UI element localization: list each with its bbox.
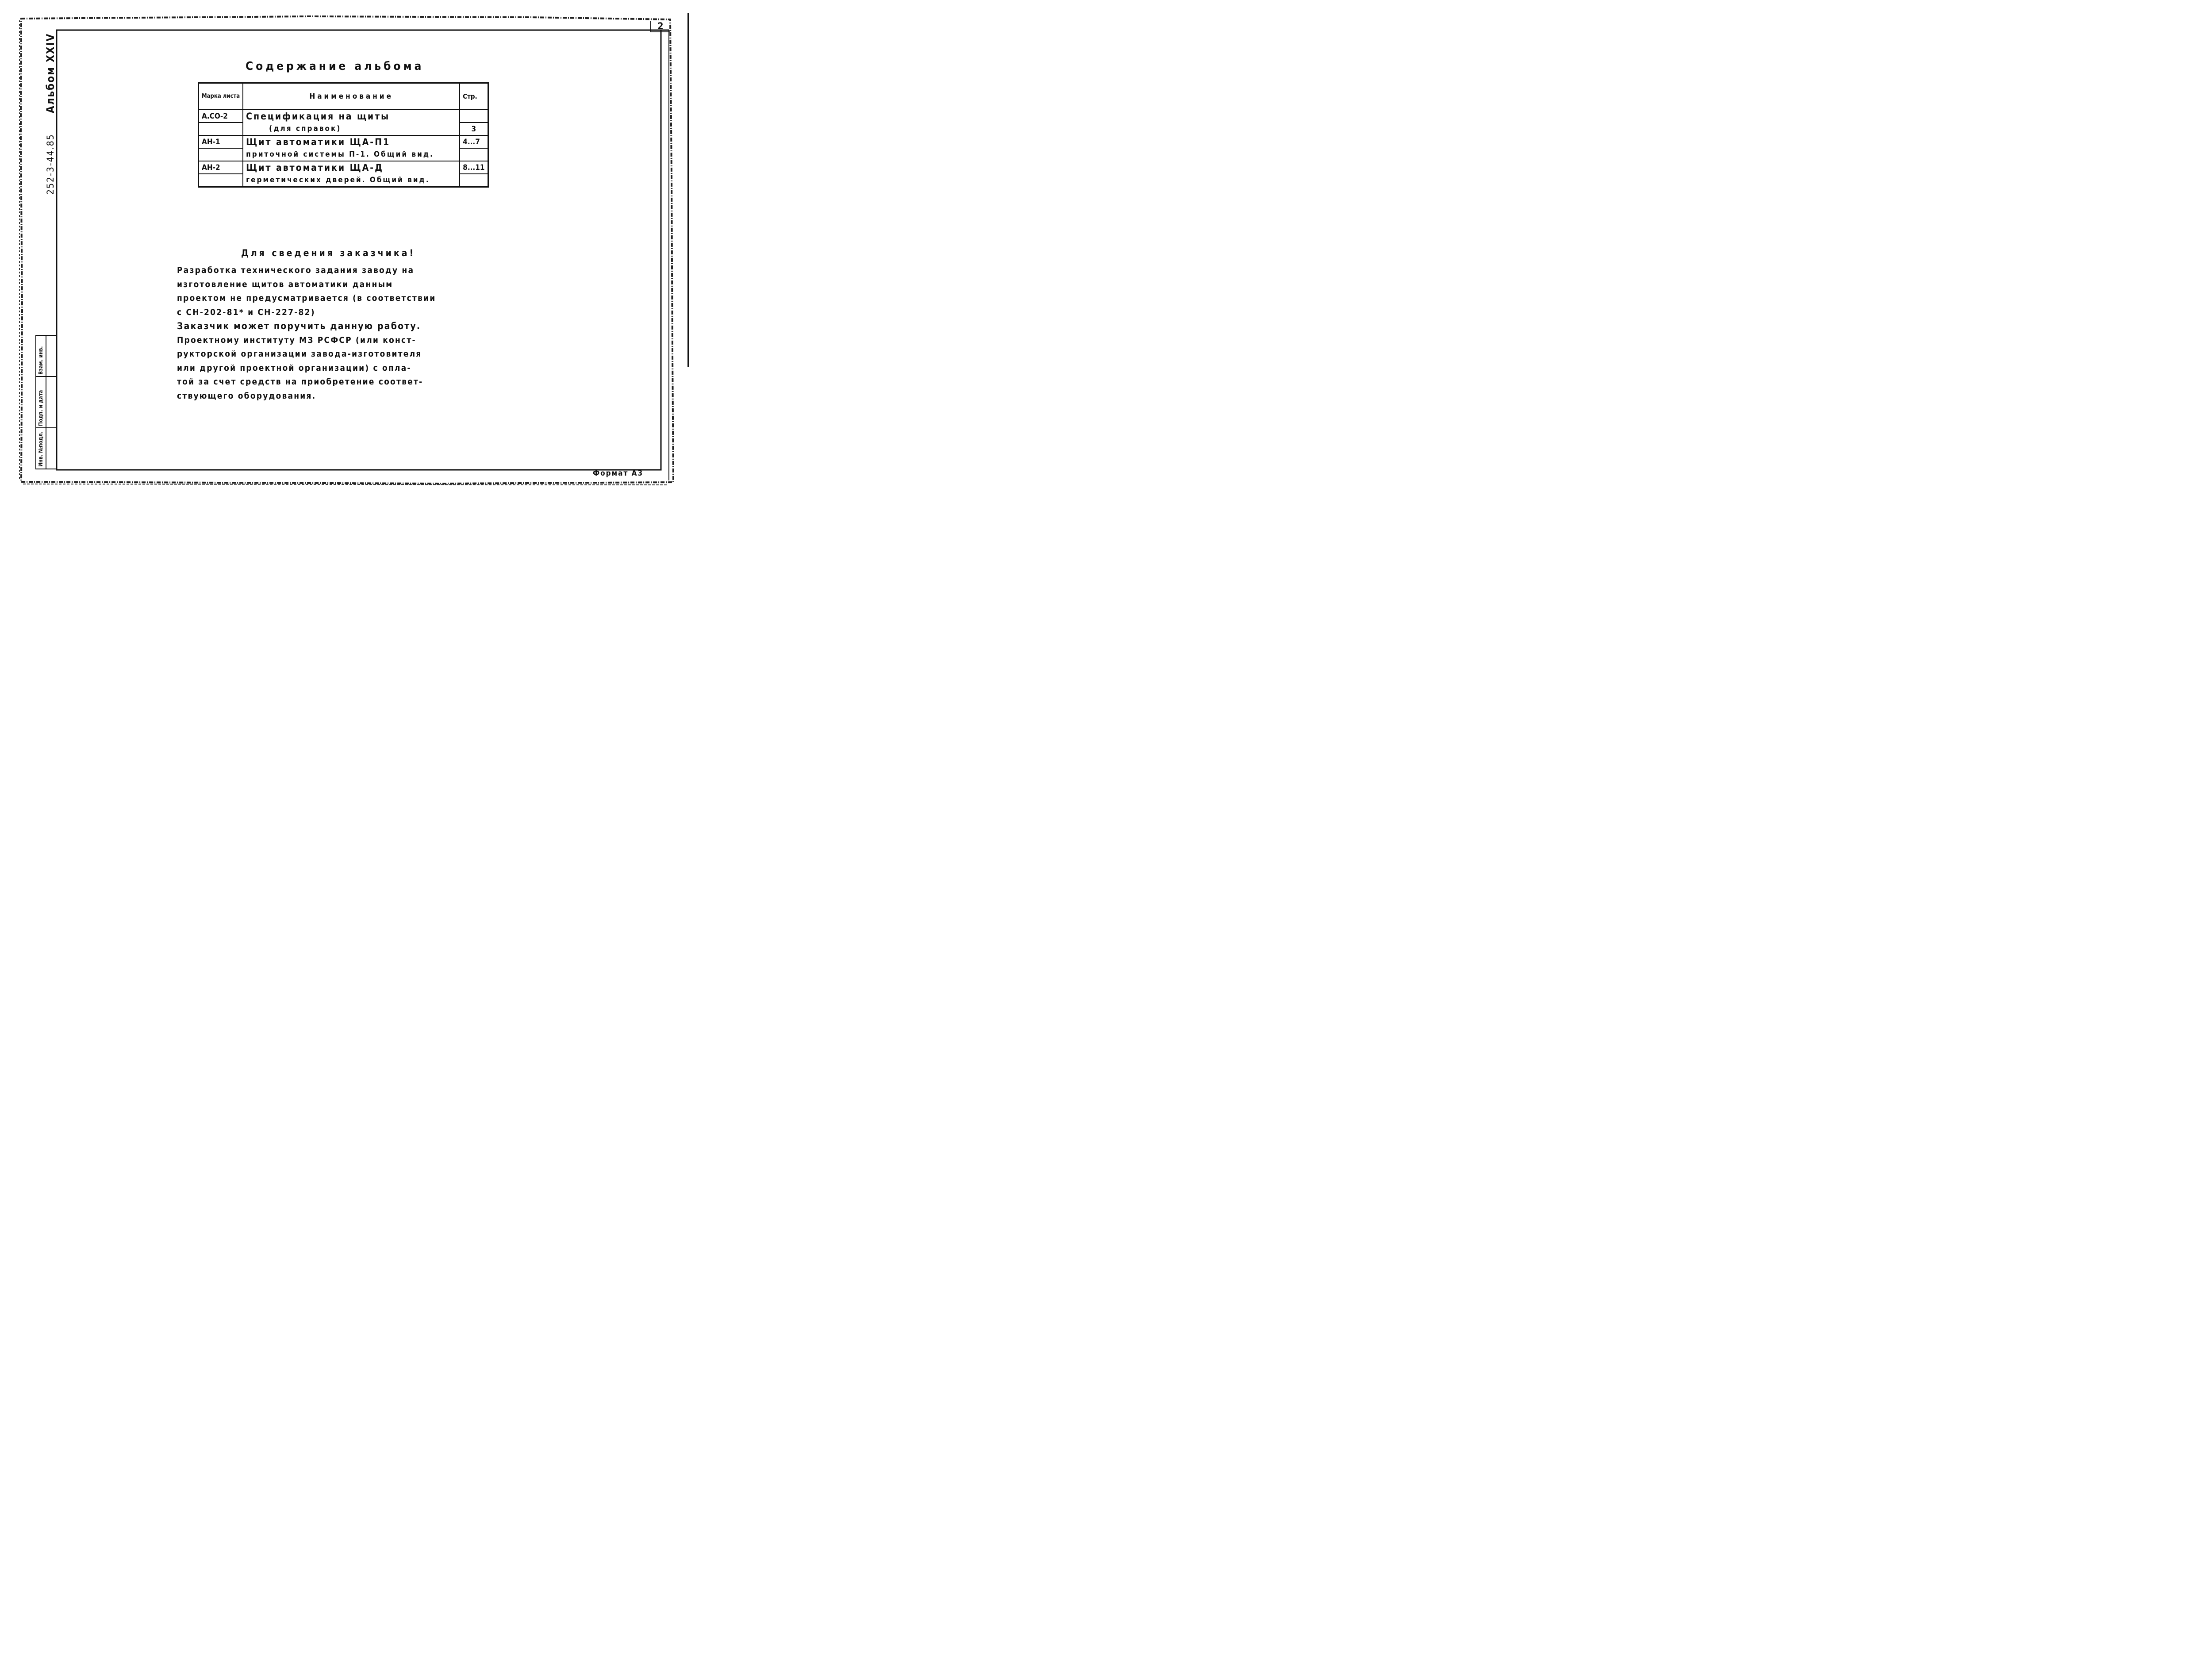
album-label: Альбом XXIV [44,33,57,113]
doc-code: 252-3-44.85 [45,134,56,195]
row-pages [460,174,488,187]
sheet-number: 2 [650,21,670,32]
column-header-mark: Марка листа [199,83,243,110]
stamp-field-replace-inv: Взам. инв. [38,346,44,375]
row-pages [460,148,488,161]
table-row [199,174,488,187]
note-line: изготовление щитов автоматики данным [177,279,393,289]
table-row [199,161,488,174]
note-line: проектом не предусматривается (в соответствии [177,293,436,303]
column-header-pages: Стр. [460,83,488,110]
row-name: (для справок) [243,123,460,135]
row-mark [199,174,243,187]
row-pages: 8...11 [460,161,488,174]
row-pages: 4...7 [460,135,488,148]
table-row [199,110,488,123]
note-heading: Для сведения заказчика! [241,248,416,258]
row-pages [460,110,488,123]
row-mark [199,123,243,135]
row-mark: АН-2 [199,161,243,174]
stamp-field-sign-date: Подп. и дата [38,390,44,426]
note-line: той за счет средств на приобретение соответ- [177,377,423,387]
contents-table [198,82,489,188]
page-title: Содержание альбома [246,60,424,73]
note-line: Разработка технического задания заводу на [177,265,415,275]
note-line: Проектному институту МЗ РСФСР (или конст- [177,335,416,345]
row-name: Щит автоматики ЩА-Д [243,161,460,174]
row-mark [199,148,243,161]
note-line: Заказчик может поручить данную работу. [177,321,421,331]
sheet-frame [0,0,694,492]
stamp-block [35,335,57,469]
row-name: приточной системы П-1. Общий вид. [243,148,460,161]
note-line: рукторской организации завода-изготовителя [177,349,422,359]
format-label: Формат А3 [593,469,644,478]
row-name: Щит автоматики ЩА-П1 [243,135,460,148]
note-line: или другой проектной организации) с опла- [177,363,411,373]
table-row [199,135,488,148]
row-mark: А.СО-2 [199,110,243,123]
row-mark: АН-1 [199,135,243,148]
table-row [199,123,488,135]
row-name: герметических дверей. Общий вид. [243,174,460,187]
stamp-field-inv-no: Инв. №подл. [38,431,44,467]
note-line: с СН-202-81* и СН-227-82) [177,307,315,317]
note-line: ствующего оборудования. [177,391,316,401]
table-header-row [199,83,488,110]
row-name: Спецификация на щиты [243,110,460,123]
table-row [199,148,488,161]
note-body [177,264,487,403]
drawing-sheet [0,0,694,492]
row-pages: 3 [460,123,488,135]
column-header-name: Наименование [243,83,460,110]
